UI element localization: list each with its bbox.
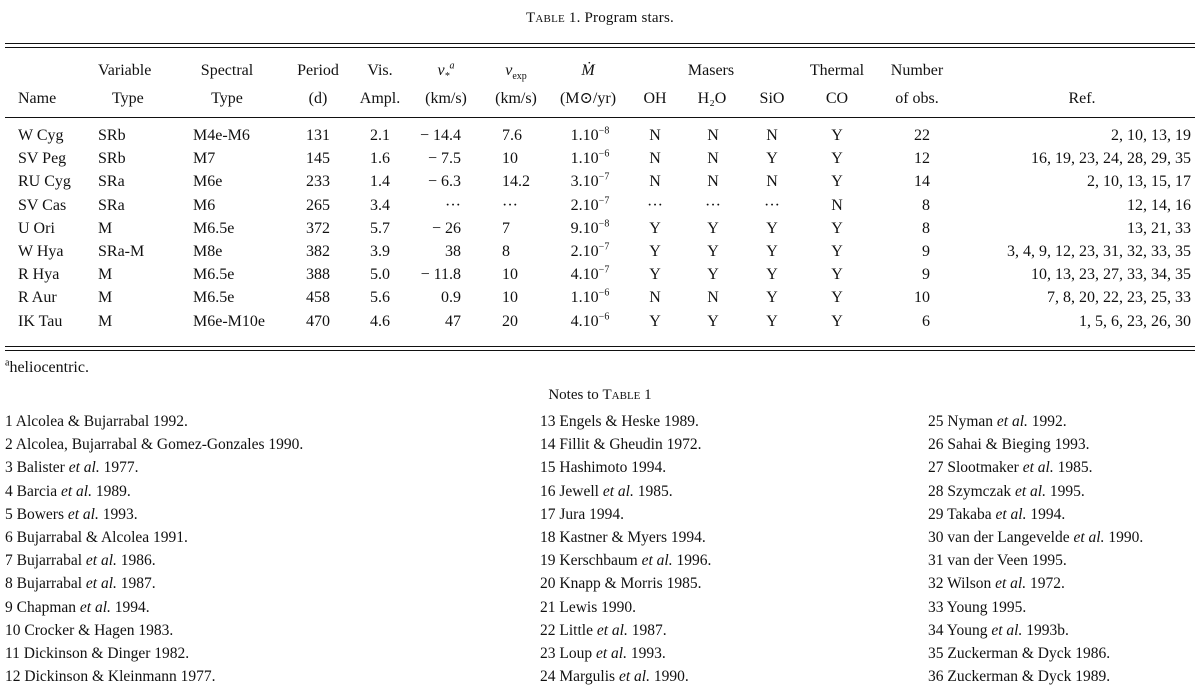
cell-name: U Ori — [18, 219, 55, 237]
cell-vstar: 47 — [445, 312, 461, 330]
cell-amplitude: 4.6 — [370, 312, 390, 330]
reference-item: 10 Crocker & Hagen 1983. — [5, 621, 174, 639]
cell-vexp: 10 — [502, 150, 518, 168]
cell-amplitude: 3.4 — [370, 196, 390, 214]
cell-vexp: 20 — [502, 312, 518, 330]
header-mdot-unit: (M⊙/yr) — [559, 90, 617, 107]
cell-mdot: $3.10^{-7}$ — [570, 172, 610, 191]
cell-number-of-obs: 8 — [922, 196, 930, 214]
cell-sio: Y — [766, 243, 778, 260]
cell-vexp: 7.6 — [502, 127, 522, 144]
reference-item: 2 Alcolea, Bujarrabal & Gomez-Gonzales 1990. — [5, 436, 304, 454]
cell-number-of-obs: 22 — [914, 127, 930, 144]
header-ampl: Ampl. — [359, 90, 401, 107]
cell-oh: Y — [649, 243, 661, 260]
reference-item: 20 Knapp & Morris 1985. — [540, 575, 702, 593]
reference-item: 27 Slootmaker et al. 1985. — [928, 459, 1093, 477]
cell-spectral-type: M7 — [193, 150, 216, 168]
cell-variable-type: SRa — [98, 173, 125, 191]
cell-vexp: 10 — [502, 266, 518, 284]
cell-vexp: ··· — [502, 196, 518, 214]
cell-ref: 3, 4, 9, 12, 23, 31, 32, 33, 35 — [1007, 243, 1191, 260]
cell-number-of-obs: 8 — [922, 219, 930, 237]
header-name: Name — [18, 90, 57, 107]
cell-co: Y — [831, 173, 843, 191]
cell-oh: N — [649, 127, 661, 144]
cell-spectral-type: M6e — [193, 173, 223, 191]
bottom-rule-1 — [5, 346, 1195, 347]
cell-variable-type: SRb — [98, 127, 126, 144]
reference-item: 8 Bujarrabal et al. 1987. — [5, 575, 156, 593]
header-spectral: Spectral — [200, 62, 254, 79]
cell-amplitude: 5.6 — [370, 289, 390, 307]
header-sio: SiO — [759, 90, 785, 107]
reference-item: 33 Young 1995. — [928, 598, 1027, 616]
header-number: Number — [890, 62, 944, 79]
header-h2o: H₂O — [697, 90, 727, 107]
reference-item: 25 Nyman et al. 1992. — [928, 413, 1067, 430]
cell-spectral-type: M6e-M10e — [193, 312, 265, 330]
cell-h2o: Y — [707, 312, 719, 330]
cell-variable-type: M — [98, 289, 113, 307]
cell-vstar: 0.9 — [441, 289, 461, 307]
reference-column-2 — [540, 410, 711, 688]
cell-period: 382 — [306, 243, 330, 260]
reference-column-3 — [928, 410, 1143, 688]
reference-item: 7 Bujarrabal et al. 1986. — [5, 552, 156, 570]
cell-sio: Y — [766, 266, 778, 284]
cell-spectral-type: M8e — [193, 243, 223, 260]
cell-mdot: $2.10^{-7}$ — [570, 195, 610, 214]
header-period: Period — [297, 62, 339, 79]
cell-amplitude: 3.9 — [370, 243, 390, 260]
cell-ref: 2, 10, 13, 19 — [1111, 127, 1191, 144]
cell-mdot: $9.10^{-8}$ — [570, 218, 610, 237]
cell-h2o: N — [707, 289, 719, 307]
cell-period: 372 — [306, 219, 330, 237]
cell-number-of-obs: 9 — [922, 266, 930, 284]
cell-number-of-obs: 10 — [914, 289, 930, 307]
cell-ref: 16, 19, 23, 24, 28, 29, 35 — [1031, 150, 1191, 168]
footnote-mark: a — [5, 357, 10, 369]
header-vexp: $v_{exp}$ — [505, 62, 527, 83]
cell-co: Y — [831, 243, 843, 260]
reference-item: 5 Bowers et al. 1993. — [5, 505, 138, 523]
reference-item: 23 Loup et al. 1993. — [540, 644, 666, 662]
cell-name: IK Tau — [18, 312, 63, 330]
header-variable: Variable — [98, 62, 152, 79]
reference-item: 36 Zuckerman & Dyck 1989. — [928, 668, 1111, 686]
header-rule — [5, 117, 1195, 118]
reference-item: 13 Engels & Heske 1989. — [540, 413, 699, 430]
top-rule-1 — [5, 43, 1195, 44]
reference-item: 32 Wilson et al. 1972. — [928, 575, 1065, 593]
header-vstar-unit: (km/s) — [425, 90, 467, 107]
cell-vstar: − 7.5 — [427, 150, 461, 168]
cell-amplitude: 1.4 — [370, 173, 390, 191]
cell-vstar: − 26 — [431, 219, 461, 237]
reference-item: 1 Alcolea & Bujarrabal 1992. — [5, 413, 188, 430]
cell-mdot: $1.10^{-8}$ — [570, 125, 610, 144]
cell-vstar: − 14.4 — [419, 127, 461, 144]
caption-label: Table 1. — [526, 10, 581, 26]
cell-period: 388 — [306, 266, 330, 284]
notes-title-text: Notes to Table 1 — [548, 387, 652, 403]
reference-item: 4 Barcia et al. 1989. — [5, 482, 131, 500]
cell-oh: ··· — [647, 196, 663, 214]
cell-mdot: $1.10^{-6}$ — [570, 288, 610, 307]
cell-mdot: $1.10^{-6}$ — [570, 148, 610, 168]
cell-co: Y — [831, 266, 843, 284]
cell-variable-type: SRa — [98, 196, 125, 214]
reference-item: 15 Hashimoto 1994. — [540, 459, 667, 477]
cell-sio: N — [766, 173, 778, 191]
cell-number-of-obs: 9 — [922, 243, 930, 260]
cell-spectral-type: M6.5e — [193, 219, 235, 237]
cell-period: 265 — [306, 196, 330, 214]
cell-name: R Hya — [18, 266, 60, 284]
header-of-obs: of obs. — [895, 90, 939, 107]
cell-ref: 1, 5, 6, 23, 26, 30 — [1079, 312, 1191, 330]
header-oh: OH — [643, 90, 667, 107]
cell-h2o: N — [707, 150, 719, 168]
header-masers: Masers — [687, 62, 735, 79]
cell-ref: 10, 13, 23, 27, 33, 34, 35 — [1031, 266, 1191, 284]
cell-mdot: $4.10^{-7}$ — [570, 264, 610, 284]
cell-sio: Y — [766, 150, 778, 168]
reference-item: 31 van der Veen 1995. — [928, 552, 1067, 570]
cell-oh: Y — [649, 266, 661, 284]
cell-amplitude: 5.7 — [370, 219, 390, 237]
cell-ref: 12, 14, 16 — [1127, 196, 1191, 214]
cell-period: 145 — [306, 150, 330, 168]
notes-title — [0, 387, 1200, 404]
cell-period: 131 — [306, 127, 330, 144]
cell-period: 233 — [306, 173, 330, 191]
reference-item: 3 Balister et al. 1977. — [5, 459, 139, 477]
header-variable-type: Type — [112, 90, 144, 107]
cell-ref: 2, 10, 13, 15, 17 — [1087, 173, 1191, 191]
cell-vstar: 38 — [445, 243, 461, 260]
cell-name: SV Peg — [18, 150, 67, 168]
table-caption — [0, 10, 1200, 27]
cell-vstar: − 11.8 — [420, 266, 461, 284]
cell-name: W Hya — [18, 243, 64, 260]
reference-item: 24 Margulis et al. 1990. — [540, 668, 689, 686]
reference-item: 17 Jura 1994. — [540, 505, 624, 523]
reference-item: 28 Szymczak et al. 1995. — [928, 482, 1085, 500]
reference-item: 29 Takaba et al. 1994. — [928, 505, 1066, 523]
reference-item: 21 Lewis 1990. — [540, 598, 637, 616]
reference-item: 26 Sahai & Bieging 1993. — [928, 436, 1090, 454]
cell-oh: Y — [649, 312, 661, 330]
cell-period: 458 — [306, 289, 330, 307]
cell-variable-type: SRb — [98, 150, 126, 168]
cell-oh: N — [649, 173, 661, 191]
header-thermal: Thermal — [809, 62, 865, 79]
cell-sio: ··· — [764, 196, 780, 214]
cell-number-of-obs: 14 — [914, 173, 930, 191]
cell-vexp: 14.2 — [502, 173, 530, 191]
reference-item: 19 Kerschbaum et al. 1996. — [540, 552, 712, 570]
cell-oh: N — [649, 289, 661, 307]
header-co: CO — [825, 90, 849, 107]
cell-h2o: N — [707, 173, 719, 191]
cell-name: R Aur — [18, 289, 57, 307]
cell-name: W Cyg — [18, 127, 64, 144]
cell-number-of-obs: 12 — [914, 150, 930, 168]
reference-item: 16 Jewell et al. 1985. — [540, 482, 673, 500]
cell-h2o: Y — [707, 219, 719, 237]
reference-item: 22 Little et al. 1987. — [540, 621, 667, 639]
header-ref: Ref. — [1068, 90, 1096, 107]
header-vstar: $v_*^a$ — [437, 60, 455, 83]
reference-item: 34 Young et al. 1993b. — [928, 621, 1069, 639]
cell-period: 470 — [306, 312, 330, 330]
header-mdot: Ṁ — [581, 62, 595, 79]
footnote-text: heliocentric. — [9, 359, 89, 376]
cell-oh: N — [649, 150, 661, 168]
cell-vstar: ··· — [445, 196, 461, 214]
cell-co: Y — [831, 127, 843, 144]
cell-sio: N — [766, 127, 778, 144]
header-vexp-unit: (km/s) — [495, 90, 537, 107]
cell-amplitude: 1.6 — [370, 150, 390, 168]
caption-title: Program stars. — [584, 10, 674, 26]
header-spectral-type: Type — [211, 90, 243, 107]
cell-amplitude: 5.0 — [370, 266, 390, 284]
top-rule-2 — [5, 47, 1195, 48]
cell-number-of-obs: 6 — [922, 312, 930, 330]
cell-variable-type: SRa-M — [98, 243, 145, 260]
reference-item: 18 Kastner & Myers 1994. — [540, 528, 706, 546]
cell-mdot: $4.10^{-6}$ — [570, 311, 610, 330]
cell-co: Y — [831, 219, 843, 237]
cell-variable-type: M — [98, 266, 113, 284]
reference-item: 14 Fillit & Gheudin 1972. — [540, 436, 702, 454]
cell-sio: Y — [766, 219, 778, 237]
cell-spectral-type: M6.5e — [193, 289, 235, 307]
cell-ref: 13, 21, 33 — [1127, 219, 1191, 237]
cell-vstar: − 6.3 — [427, 173, 461, 191]
reference-item: 35 Zuckerman & Dyck 1986. — [928, 644, 1111, 662]
cell-variable-type: M — [98, 312, 113, 330]
cell-spectral-type: M6.5e — [193, 266, 235, 284]
cell-co: Y — [831, 289, 843, 307]
cell-spectral-type: M6 — [193, 196, 216, 214]
cell-name: RU Cyg — [18, 173, 71, 191]
reference-item: 6 Bujarrabal & Alcolea 1991. — [5, 528, 188, 546]
cell-sio: Y — [766, 312, 778, 330]
cell-vexp: 8 — [502, 243, 510, 260]
cell-h2o: Y — [707, 266, 719, 284]
cell-mdot: $2.10^{-7}$ — [570, 241, 610, 260]
table-footnote — [5, 359, 89, 377]
cell-co: Y — [831, 312, 843, 330]
reference-item: 12 Dickinson & Kleinmann 1977. — [5, 668, 216, 686]
bottom-rule-2 — [5, 350, 1195, 351]
cell-amplitude: 2.1 — [370, 127, 390, 144]
cell-spectral-type: M4e-M6 — [193, 127, 250, 144]
cell-vexp: 10 — [502, 289, 518, 307]
cell-co: Y — [831, 150, 843, 168]
header-vis: Vis. — [367, 62, 393, 79]
reference-column-1 — [5, 410, 303, 688]
cell-name: SV Cas — [18, 196, 67, 214]
cell-sio: Y — [766, 289, 778, 307]
cell-ref: 7, 8, 20, 22, 23, 25, 33 — [1047, 289, 1191, 307]
cell-oh: Y — [649, 219, 661, 237]
cell-variable-type: M — [98, 219, 113, 237]
cell-vexp: 7 — [502, 219, 510, 237]
reference-item: 30 van der Langevelde et al. 1990. — [928, 528, 1144, 546]
cell-co: N — [831, 196, 843, 214]
cell-h2o: N — [707, 127, 719, 144]
reference-item: 11 Dickinson & Dinger 1982. — [5, 644, 190, 662]
cell-h2o: Y — [707, 243, 719, 260]
cell-h2o: ··· — [705, 196, 721, 214]
reference-item: 9 Chapman et al. 1994. — [5, 598, 150, 616]
header-period-unit: (d) — [308, 90, 328, 107]
